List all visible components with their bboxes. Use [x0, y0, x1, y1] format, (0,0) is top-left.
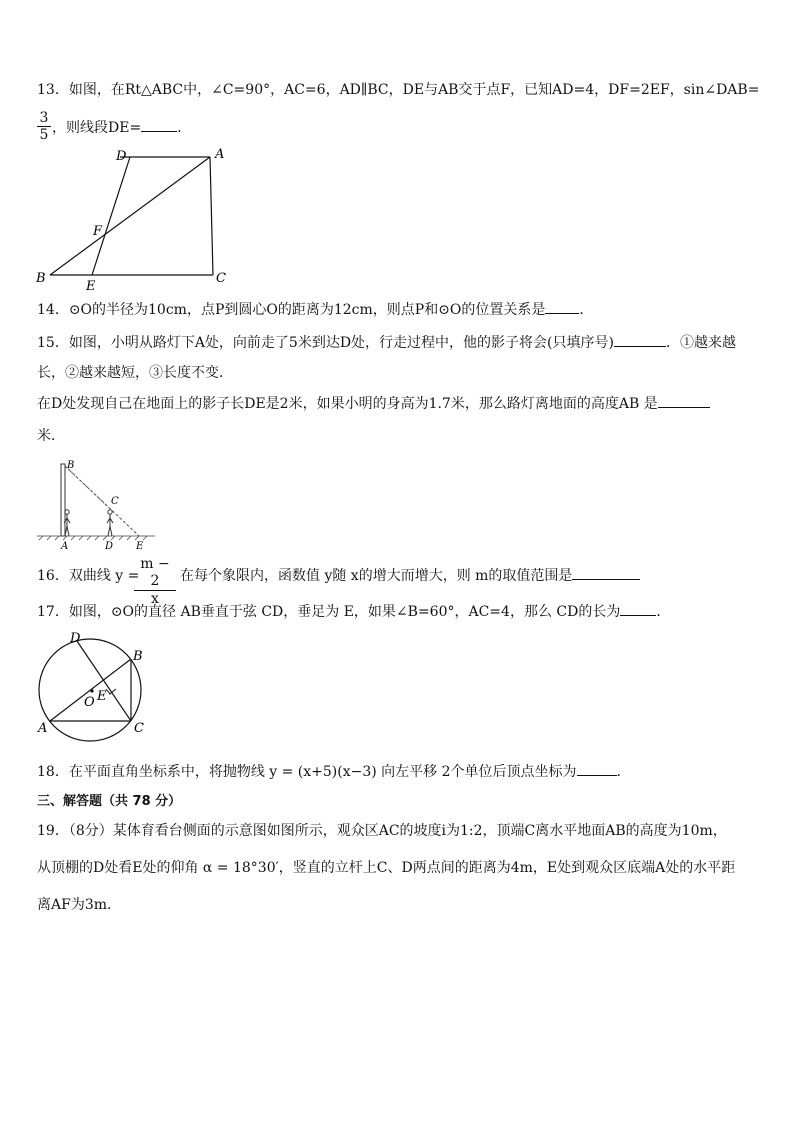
q16-fraction-denominator: x — [134, 590, 176, 608]
q14-text: 14．⊙O的半径为10cm，点P到圆心O的距离为12cm，则点P和⊙O的位置关系是 — [37, 302, 546, 318]
q17-label-C: C — [134, 721, 144, 736]
q18-text: 18．在平面直角坐标系中，将抛物线 y = (x+5)(x−3) 向左平移 2个单位后顶点坐标为 — [37, 764, 577, 780]
q13-line2-text: ，则线段DE= — [52, 120, 142, 136]
q13-label-C: C — [216, 271, 226, 286]
q13-line2 — [52, 118, 191, 138]
q15-line1 — [37, 333, 736, 353]
q18-line — [37, 762, 631, 782]
q16-prefix: 16．双曲线 y = — [37, 568, 140, 584]
q15-line4: 米． — [37, 428, 65, 444]
q16-fraction-numerator: m − 2 — [140, 556, 170, 589]
q19-line1: 19．（8分）某体育看台侧面的示意图如图所示，观众区AC的坡度i为1:2，顶端C离水平地面AB的高度为10m， — [37, 823, 727, 839]
q13-line1: 13．如图，在Rt△ABC中，∠C=90°，AC=6，AD∥BC，DE与AB交于点F，已知AD=4，DF=2EF，sin∠DAB= — [37, 82, 760, 98]
q19-line3: 离AF为3m． — [37, 897, 122, 913]
q17-label-O: O — [84, 695, 95, 710]
q15-label-D: D — [105, 541, 114, 552]
q15-answer-blank-2[interactable] — [658, 407, 710, 408]
q17-text: 17．如图，⊙O的直径 AB垂直于弦 CD，垂足为 E，如果∠B=60°，AC=4，那么 CD的长为 — [37, 604, 621, 620]
q17-label-E: E — [97, 689, 107, 704]
q16-line-rest — [180, 566, 640, 586]
q15-line2: 长，②越来越短，③长度不变． — [37, 365, 233, 381]
q17-label-A: A — [38, 721, 48, 736]
q17-answer-blank[interactable] — [620, 615, 656, 616]
q15-label-B: B — [67, 460, 75, 471]
q13-answer-blank[interactable] — [141, 131, 177, 132]
q17-label-B: B — [133, 649, 143, 664]
q15-line1-tail: ．①越来越 — [665, 335, 736, 351]
q13-label-D: D — [116, 149, 127, 164]
q16-fraction — [134, 556, 176, 608]
section-title: 三、解答题（共 78 分） — [37, 794, 182, 809]
q13-fraction — [37, 110, 51, 143]
q13-label-F: F — [93, 224, 103, 239]
q16-line — [37, 566, 139, 586]
q13-label-E: E — [86, 279, 96, 294]
q18-answer-blank[interactable] — [577, 775, 617, 776]
q17-figure — [34, 630, 154, 744]
q15-label-E: E — [136, 541, 144, 552]
q15-answer-blank-1[interactable] — [614, 346, 666, 347]
q17-label-D: D — [70, 631, 81, 646]
q13-fraction-numerator: 3 — [39, 110, 49, 126]
q19-line2: 从顶棚的D处看E处的仰角 α = 18°30′，竖直的立杆上C、D两点间的距离为4m，E处到观众区底端A处的水平距 — [37, 860, 736, 876]
q17-tail: ． — [656, 604, 671, 620]
q13-label-B: B — [36, 271, 46, 286]
q14-tail: ． — [579, 302, 594, 318]
q13-label-A: A — [215, 147, 225, 162]
q15-label-C: C — [111, 496, 119, 507]
q13-fraction-denominator: 5 — [37, 126, 51, 143]
q16-answer-blank[interactable] — [572, 579, 640, 580]
q13-tail: ． — [177, 120, 192, 136]
q16-suffix: 在每个象限内，函数值 y随 x的增大而增大，则 m的取值范围是 — [180, 568, 573, 584]
q18-tail: ． — [616, 764, 631, 780]
q14-answer-blank[interactable] — [545, 313, 579, 314]
q15-line1-text: 15．如图，小明从路灯下A处，向前走了5米到达D处，行走过程中，他的影子将会(只填序号) — [37, 335, 614, 351]
q15-figure — [37, 456, 157, 550]
q15-label-A: A — [61, 541, 69, 552]
q14-line — [37, 300, 593, 320]
q17-line — [37, 602, 670, 622]
q15-line3 — [37, 394, 710, 414]
q13-figure — [30, 144, 230, 292]
q15-line3-text: 在D处发现自己在地面上的影子长DE是2米，如果小明的身高为1.7米，那么路灯离地面的高度AB 是 — [37, 396, 658, 412]
